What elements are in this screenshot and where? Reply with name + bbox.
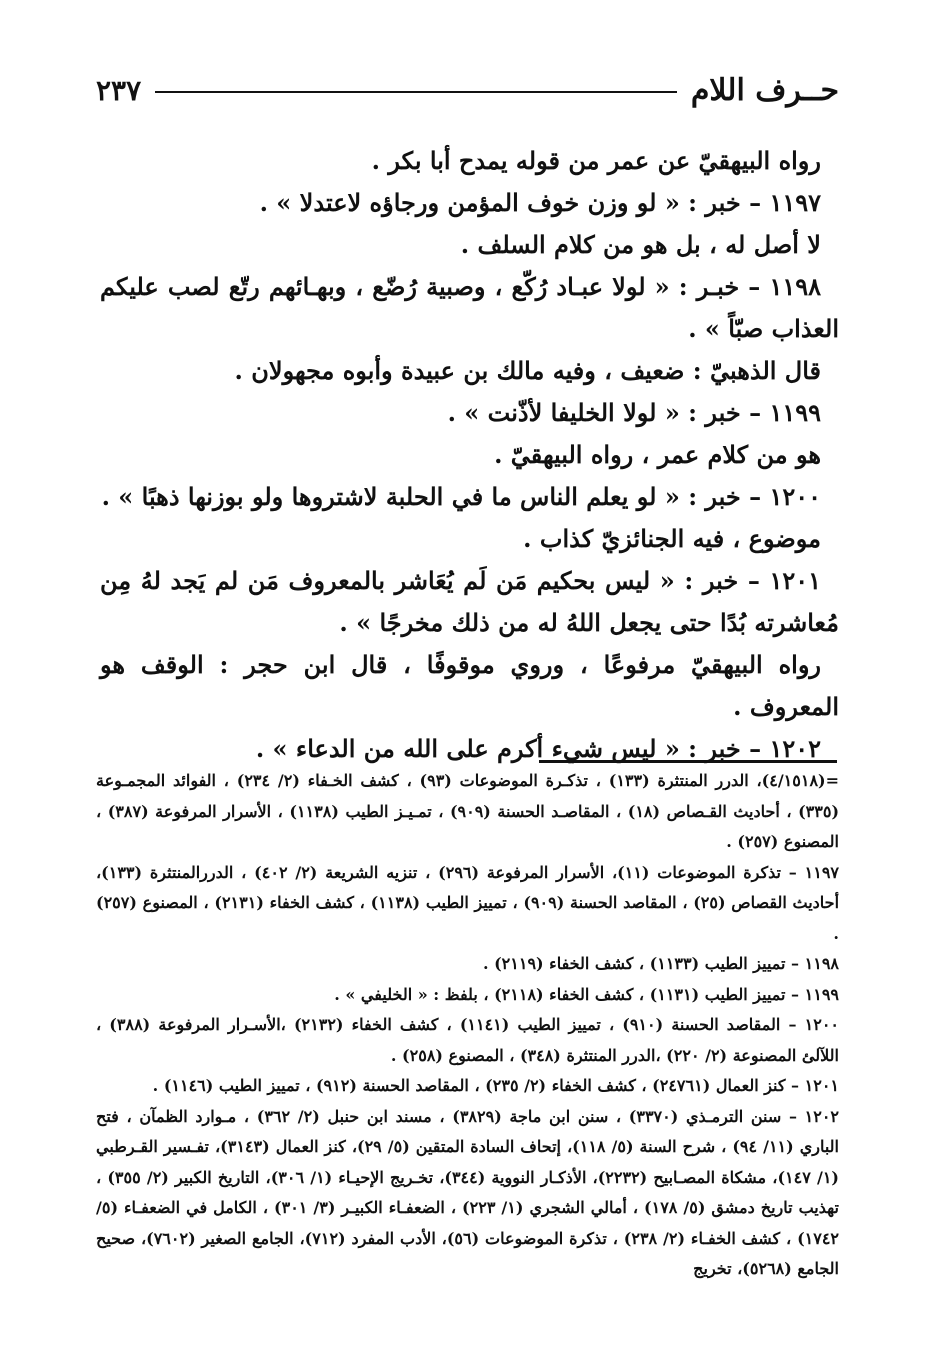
footnotes xyxy=(96,766,839,1285)
chapter-title: حــرف اللام xyxy=(690,72,839,108)
footnote-1197: ١١٩٧ – تذكرة الموضوعات (١١)، الأسرار المرفوعة (٢٩٦) ، تنزيه الشريعة (٢/ ٤٠٢) ، الدررالمنتثرة (١٣٣)، أحاديث القصاص (٢٥) ، المقاصد الحسنة (٩٠٩) ، تمييز الطيب (١١٣٨) ، كشف الخفاء (٢١٣١) ، المصنوع (٢٥٧) . xyxy=(96,862,840,943)
footnote-1198: ١١٩٨ – تمييز الطيب (١١٣٣) ، كشف الخفاء (٢١١٩) . xyxy=(482,954,839,973)
hadith-entry-1198: ١١٩٨ – خبـر : « لولا عبـاد رُكّع ، وصبية رُضّع ، وبهـائهم رتّع لصب عليكم العذاب صبّاً » . xyxy=(100,272,839,343)
main-text xyxy=(100,140,839,770)
footnote-1202: ١٢٠٢ – سنن الترمـذي (٣٣٧٠) ، سنن ابن ماجة (٣٨٢٩) ، مسند ابن حنبل (٢/ ٣٦٢) ، مـوارد الظمآن ، فتح الباري (١١/ ٩٤) ، شرح السنة (٥/ ١١٨)، إتحاف السادة المتقين (٥/ ٢٩)، كنز العمال (٣١٤٣)، تفـسير القـرطبي (١/ ١٤٧)، مشكاة المصـابيح (٢٢٣٢)، الأذكـار النووية (٣٤٤)، تخـريج الإحيـاء (١/ ٣٠٦)، التاريخ الكبير (٢/ ٣٥٥) ، تهذيب تاريخ دمشق (٥/ ١٧٨) ، أمالي الشجري (١/ ٢٢٣) ، الضعفـاء الكبيـر (٣/ ٣٠١) ، الكامل في الضعفـاء (٥/ ١٧٤٢) ، كشف الخفـاء (٢/ ٢٣٨) ، تذكرة الموضوعات (٥٦)، الأدب المفرد (٧١٢)، الجامع الصغير (٧٦٠٢)، صحيح الجامع (٥٢٦٨)، تخريج xyxy=(96,1106,840,1278)
main-paragraph: رواه البيهقيّ عن عمر من قوله يمدح أبا بكر . xyxy=(371,146,821,175)
page-number: ٢٣٧ xyxy=(96,73,142,107)
page-header xyxy=(96,68,839,112)
footnote-1201: ١٢٠١ – كنز العمال (٢٤٧٦١) ، كشف الخفاء (٢/ ٢٣٥) ، المقاصد الحسنة (٩١٢) ، تمييز الطيب (١١٤٦) . xyxy=(152,1076,839,1095)
main-paragraph: لا أصل له ، بل هو من كلام السلف . xyxy=(460,230,821,259)
main-paragraph: قال الذهبيّ : ضعيف ، وفيه مالك بن عبيدة وأبوه مجهولان . xyxy=(234,356,821,385)
main-paragraph: هو من كلام عمر ، رواه البيهقيّ . xyxy=(494,440,821,469)
footnote-separator xyxy=(539,760,837,763)
hadith-entry-1201: ١٢٠١ – خبر : « ليس بحكيم مَن لَم يُعَاشر بالمعروف مَن لم يَجد لهُ مِن مُعاشرته بُدًا حتى يجعل اللهُ له من ذلك مخرجًا » . xyxy=(100,566,839,637)
main-paragraph: رواه البيهقيّ مرفوعًا ، وروي موقوفًا ، قال ابن حجر : الوقف هو المعروف . xyxy=(100,650,839,721)
footnote-1199: ١١٩٩ – تمييز الطيب (١١٣١) ، كشف الخفاء (٢١١٨) ، بلفظ : « الخليفي » . xyxy=(334,984,839,1004)
main-paragraph: موضوع ، فيه الجنائزيّ كذاب . xyxy=(523,524,821,553)
hadith-entry-1199: ١١٩٩ – خبر : « لولا الخليفا لأذّنت » . xyxy=(447,398,821,427)
header-rule xyxy=(155,91,677,93)
hadith-entry-1202: ١٢٠٢ – خبر : « ليس شيء أكرم على الله من الدعاء » . xyxy=(255,734,821,763)
hadith-entry-1197: ١١٩٧ – خبر : « لو وزن خوف المؤمن ورجاؤه لاعتدلا » . xyxy=(259,188,821,217)
hadith-entry-1200: ١٢٠٠ – خبر : « لو يعلم الناس ما في الحلبة لاشتروها ولو بوزنها ذهبًا » . xyxy=(101,482,821,511)
footnote-continuation: =(٤/١٥١٨)، الدرر المنتثرة (١٣٣) ، تذكـرة الموضوعات (٩٣) ، كشف الخـفاء (٢/ ٢٣٤) ، الفوائد المجمـوعة (٣٣٥) ، أحاديث القـصاص (١٨) ، المقاصـد الحسنة (٩٠٩) ، تمـيـز الطيب (١١٣٨) ، الأسرار المرفوعة (٣٨٧) ، المصنوع (٢٥٧) . xyxy=(96,771,840,851)
footnote-1200: ١٢٠٠ – المقاصد الحسنة (٩١٠) ، تمييز الطيب (١١٤١) ، كشف الخفاء (٢١٣٢) ،الأسـرار المرفوعة (٣٨٨) ، اللآلئ المصنوعة (٢/ ٢٢٠) ،الدرر المنتثرة (٣٤٨) ، المصنوع (٢٥٨) . xyxy=(96,1015,839,1065)
